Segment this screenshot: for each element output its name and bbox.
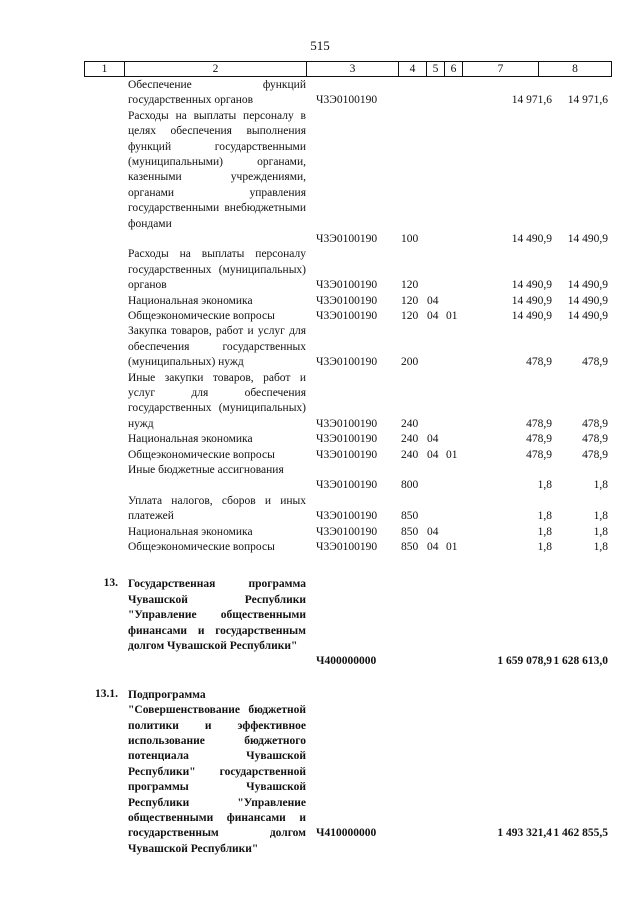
row-value-8: 14 971,6 xyxy=(567,94,608,107)
row-number: 13. xyxy=(103,577,118,590)
row-name: Уплата налогов, сборов и иных платежей xyxy=(128,494,306,523)
row-value-8: 1,8 xyxy=(593,510,608,523)
table-row xyxy=(84,540,612,555)
table-row xyxy=(84,78,612,109)
header-col-1: 1 xyxy=(85,62,125,76)
row-code: Ч3Э0100190 xyxy=(316,232,378,245)
row-value-7: 1,8 xyxy=(537,525,552,538)
table-row xyxy=(84,247,612,293)
row-vr: 850 xyxy=(401,510,419,523)
row-vr: 850 xyxy=(401,540,419,553)
row-number: 13.1. xyxy=(95,687,118,700)
row-code: Ч3Э0100190 xyxy=(316,433,378,446)
header-col-7: 7 xyxy=(463,62,539,76)
row-name: Национальная экономика xyxy=(128,433,253,446)
row-vr: 100 xyxy=(401,232,419,245)
table-row xyxy=(84,525,612,540)
header-col-5: 5 xyxy=(427,62,445,76)
row-name: Закупка товаров, работ и услуг для обеспечения государственных (муниципальных) нужд xyxy=(128,325,306,369)
row-value-7: 14 490,9 xyxy=(511,279,552,292)
row-code: Ч3Э0100190 xyxy=(316,94,378,107)
row-name: Национальная экономика xyxy=(128,294,253,307)
row-subsection: 01 xyxy=(446,540,458,553)
row-value-7: 14 490,9 xyxy=(511,232,552,245)
row-value-8: 14 490,9 xyxy=(567,232,608,245)
header-col-4: 4 xyxy=(399,62,427,76)
header-col-6: 6 xyxy=(445,62,463,76)
row-code: Ч410000000 xyxy=(316,827,377,840)
row-name: Иные закупки товаров, работ и услуг для обеспечения государственных (муниципальных) нужд xyxy=(128,371,306,430)
row-section: 04 xyxy=(427,309,439,322)
header-col-2: 2 xyxy=(125,62,307,76)
row-code: Ч3Э0100190 xyxy=(316,448,378,461)
row-code: Ч3Э0100190 xyxy=(316,525,378,538)
row-value-8: 1 462 855,5 xyxy=(553,827,608,840)
row-value-8: 478,9 xyxy=(582,448,608,461)
row-section: 04 xyxy=(427,525,439,538)
row-code: Ч400000000 xyxy=(316,655,377,668)
row-section: 04 xyxy=(427,433,439,446)
row-value-7: 1,8 xyxy=(537,479,552,492)
table-row xyxy=(84,448,612,463)
table-row xyxy=(84,371,612,433)
row-vr: 240 xyxy=(401,433,419,446)
row-code: Ч3Э0100190 xyxy=(316,479,378,492)
row-code: Ч3Э0100190 xyxy=(316,510,378,523)
row-value-7: 1,8 xyxy=(537,540,552,553)
table-row xyxy=(84,687,612,855)
table-row xyxy=(84,432,612,447)
row-section: 04 xyxy=(427,294,439,307)
row-section: 04 xyxy=(427,448,439,461)
row-vr: 120 xyxy=(401,309,419,322)
row-name: Государственная программа Чувашской Республики "Управление общественными финансами и государственным долгом Чувашской Республики" xyxy=(128,578,306,652)
row-subsection: 01 xyxy=(446,448,458,461)
row-vr: 240 xyxy=(401,448,419,461)
row-value-7: 14 490,9 xyxy=(511,294,552,307)
table-row xyxy=(84,109,612,248)
row-vr: 200 xyxy=(401,356,419,369)
row-name: Расходы на выплаты персоналу в целях обеспечения выполнения функций государственными (муниципальными) органами, казенными учреждениями, органами управления государственными внебюджетными фондами xyxy=(128,109,306,230)
table-row xyxy=(84,294,612,309)
row-subsection: 01 xyxy=(446,309,458,322)
row-value-8: 1,8 xyxy=(593,540,608,553)
row-value-8: 478,9 xyxy=(582,417,608,430)
row-value-7: 478,9 xyxy=(526,448,552,461)
row-code: Ч3Э0100190 xyxy=(316,417,378,430)
row-value-7: 478,9 xyxy=(526,417,552,430)
row-name: Иные бюджетные ассигнования xyxy=(128,463,284,476)
row-name: Общеэкономические вопросы xyxy=(128,540,275,553)
table-row xyxy=(84,309,612,324)
row-value-7: 1 493 321,4 xyxy=(497,827,552,840)
row-section: 04 xyxy=(427,540,439,553)
row-value-8: 14 490,9 xyxy=(567,279,608,292)
row-value-7: 1,8 xyxy=(537,510,552,523)
row-name: Общеэкономические вопросы xyxy=(128,448,275,461)
row-value-8: 1,8 xyxy=(593,479,608,492)
row-name: Расходы на выплаты персоналу государственных (муниципальных) органов xyxy=(128,248,306,292)
row-name: Обеспечение функций государственных органов xyxy=(128,79,306,107)
row-value-8: 1,8 xyxy=(593,525,608,538)
row-vr: 120 xyxy=(401,294,419,307)
row-value-8: 1 628 613,0 xyxy=(553,655,608,668)
table-body xyxy=(84,78,612,855)
row-value-7: 14 971,6 xyxy=(511,94,552,107)
row-code: Ч3Э0100190 xyxy=(316,279,378,292)
table-header xyxy=(84,61,612,77)
table-row xyxy=(84,324,612,370)
page-number: 515 xyxy=(310,38,330,53)
table-row xyxy=(84,494,612,525)
row-value-8: 14 490,9 xyxy=(567,294,608,307)
row-value-7: 478,9 xyxy=(526,356,552,369)
row-code: Ч3Э0100190 xyxy=(316,309,378,322)
row-vr: 800 xyxy=(401,479,419,492)
row-vr: 240 xyxy=(401,417,419,430)
row-code: Ч3Э0100190 xyxy=(316,356,378,369)
row-value-7: 1 659 078,9 xyxy=(497,655,552,668)
header-col-8: 8 xyxy=(572,63,578,75)
row-name: Общеэкономические вопросы xyxy=(128,309,275,322)
row-code: Ч3Э0100190 xyxy=(316,540,378,553)
row-name: Подпрограмма "Совершенствование бюджетной политики и эффективное использование бюджетного потенциала Чувашской Республики" государственной программы Чувашской Республики "Управление общественными финансами и государственным долгом Чувашской Республики" xyxy=(128,688,306,855)
table-row xyxy=(84,463,612,494)
table-row xyxy=(84,577,612,669)
row-value-8: 14 490,9 xyxy=(567,309,608,322)
row-value-7: 14 490,9 xyxy=(511,309,552,322)
header-col-3: 3 xyxy=(307,62,399,76)
row-name: Национальная экономика xyxy=(128,525,253,538)
row-value-8: 478,9 xyxy=(582,433,608,446)
row-value-8: 478,9 xyxy=(582,356,608,369)
row-vr: 850 xyxy=(401,525,419,538)
row-value-7: 478,9 xyxy=(526,433,552,446)
row-code: Ч3Э0100190 xyxy=(316,294,378,307)
row-vr: 120 xyxy=(401,279,419,292)
